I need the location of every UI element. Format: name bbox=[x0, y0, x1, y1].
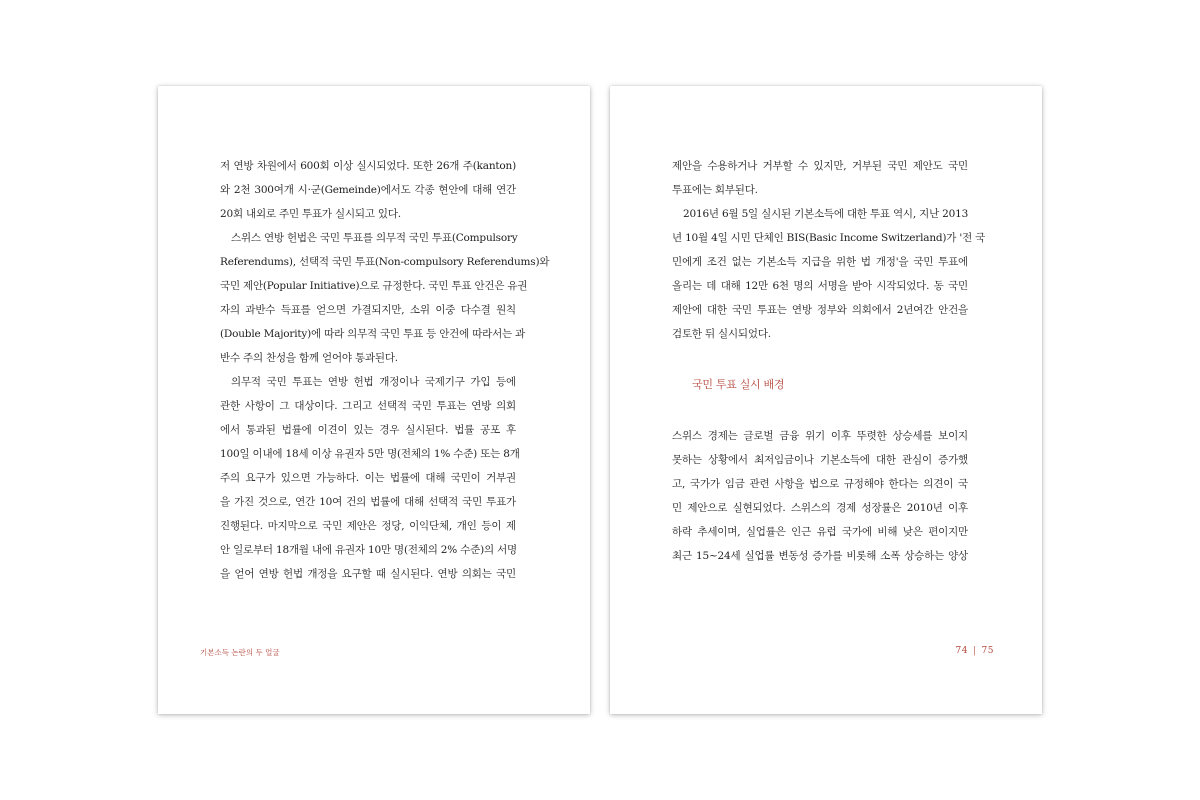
text-line: 자의 과반수 득표를 얻으면 가결되지만, 소위 이중 다수결 원칙 bbox=[220, 304, 516, 316]
text-line: 국민 제안(Popular Initiative)으로 규정한다. 국민 투표 안건은 유권 bbox=[220, 280, 528, 292]
text-line: 의무적 국민 투표는 연방 헌법 개정이나 국제기구 가입 등에 bbox=[231, 376, 516, 388]
text-line: 안 일로부터 18개월 내에 유권자 10만 명(전체의 2% 수준)의 서명 bbox=[220, 544, 517, 556]
text-line: 20회 내외로 주민 투표가 실시되고 있다. bbox=[220, 208, 401, 220]
text-line: 최근 15~24세 실업률 변동성 증가를 비롯해 소폭 상승하는 양상 bbox=[672, 550, 968, 562]
text-line: 을 얻어 연방 헌법 개정을 요구할 때 실시된다. 연방 의회는 국민 bbox=[220, 568, 516, 580]
text-line: 민에게 조건 없는 기본소득 지급을 위한 법 개정'을 국민 투표에 bbox=[672, 256, 968, 268]
section-heading: 국민 투표 실시 배경 bbox=[692, 378, 785, 391]
running-footer: 기본소득 논란의 두 얼굴 bbox=[200, 648, 280, 657]
right-page bbox=[610, 86, 1042, 714]
text-line: 을 가진 것으로, 연간 10여 건의 법률에 대해 선택적 국민 투표가 bbox=[220, 496, 516, 508]
text-line: 저 연방 차원에서 600회 이상 실시되었다. 또한 26개 주(kanton) bbox=[220, 160, 516, 172]
text-line: Referendums), 선택적 국민 투표(Non-compulsory Referendums)와 bbox=[220, 256, 550, 268]
text-line: 에서 통과된 법률에 이견이 있는 경우 실시된다. 법률 공포 후 bbox=[220, 424, 516, 436]
text-line: 제안에 대한 국민 투표는 연방 정부와 의회에서 2년여간 안건을 bbox=[672, 304, 968, 316]
text-line: 주의 요구가 있으면 가능하다. 이는 법률에 대해 국민이 거부권 bbox=[220, 472, 516, 484]
text-line: 반수 주의 찬성을 함께 얻어야 통과된다. bbox=[220, 352, 398, 364]
left-body-text bbox=[220, 154, 550, 586]
text-line: 년 10월 4일 시민 단체인 BIS(Basic Income Switzerland)가 '전 국 bbox=[672, 232, 986, 244]
text-line: 고, 국가가 임금 관련 사항을 법으로 규정해야 한다는 의견이 국 bbox=[672, 478, 968, 490]
text-line: 스위스 연방 헌법은 국민 투표를 의무적 국민 투표(Compulsory bbox=[231, 232, 518, 244]
right-body-text-top bbox=[672, 154, 986, 346]
text-line: 못하는 상황에서 최저임금이나 기본소득에 대한 관심이 증가했 bbox=[672, 454, 968, 466]
text-line: 2016년 6월 5일 실시된 기본소득에 대한 투표 역시, 지난 2013 bbox=[683, 208, 969, 220]
right-body-text-bottom bbox=[672, 424, 968, 568]
text-line: 올리는 데 대해 12만 6천 명의 서명을 받아 시작되었다. 동 국민 bbox=[672, 280, 968, 292]
text-line: 투표에는 회부된다. bbox=[672, 184, 758, 196]
text-line: 제안을 수용하거나 거부할 수 있지만, 거부된 국민 제안도 국민 bbox=[672, 160, 968, 172]
text-line: 민 제안으로 실현되었다. 스위스의 경제 성장률은 2010년 이후 bbox=[672, 502, 968, 514]
text-line: (Double Majority)에 따라 의무적 국민 투표 등 안건에 따라서는 과 bbox=[220, 328, 526, 340]
page-number-left: 74 bbox=[955, 646, 968, 656]
page-number-separator: | bbox=[973, 646, 977, 656]
page-number-right: 75 bbox=[981, 646, 994, 656]
text-line: 하락 추세이며, 실업률은 인근 유럽 국가에 비해 낮은 편이지만 bbox=[672, 526, 968, 538]
page-numbers bbox=[956, 646, 994, 656]
text-line: 스위스 경제는 글로벌 금융 위기 이후 뚜렷한 상승세를 보이지 bbox=[672, 430, 968, 442]
text-line: 검토한 뒤 실시되었다. bbox=[672, 328, 771, 340]
left-page bbox=[158, 86, 590, 714]
text-line: 관한 사항이 그 대상이다. 그리고 선택적 국민 투표는 연방 의회 bbox=[220, 400, 516, 412]
text-line: 와 2천 300여개 시·군(Gemeinde)에서도 각종 현안에 대해 연간 bbox=[220, 184, 516, 196]
text-line: 100일 이내에 18세 이상 유권자 5만 명(전체의 1% 수준) 또는 8개 bbox=[220, 448, 520, 460]
text-line: 진행된다. 마지막으로 국민 제안은 정당, 이익단체, 개인 등이 제 bbox=[220, 520, 516, 532]
